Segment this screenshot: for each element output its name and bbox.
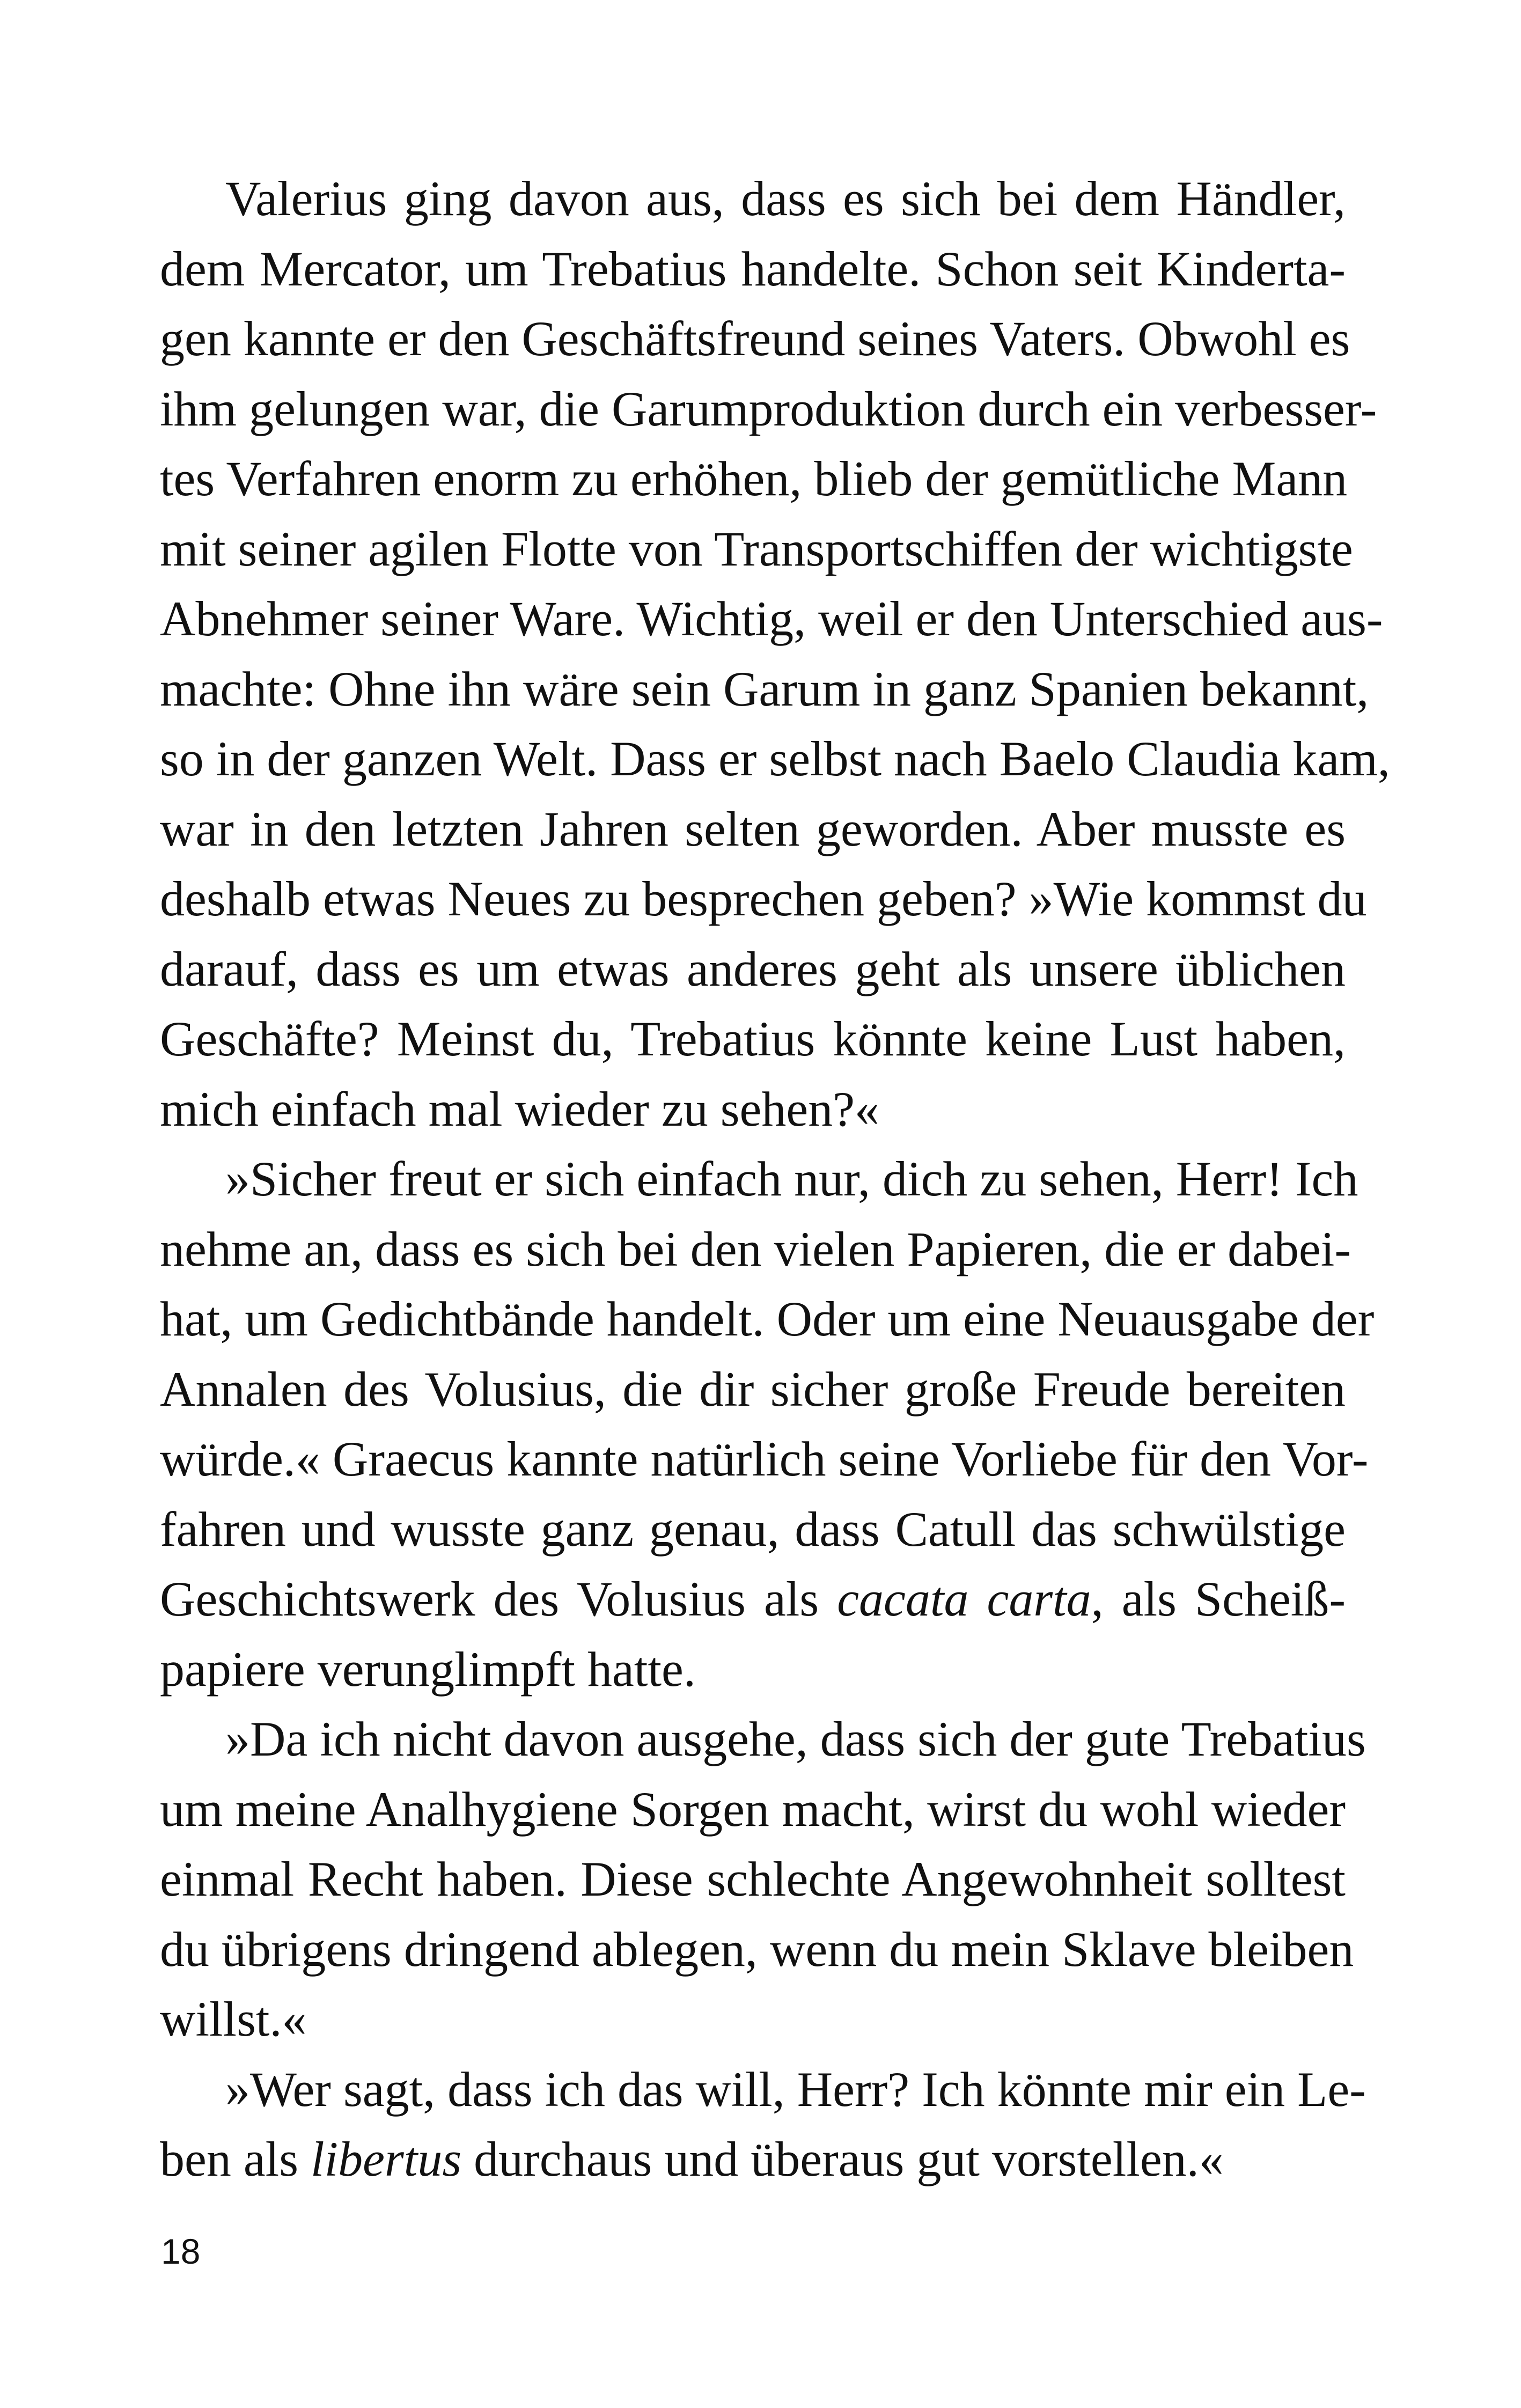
text-line: gen kannte er den Geschäftsfreund seines Vaters. Obwohl es [160, 311, 1350, 366]
text-line: mit seiner agilen Flotte von Transportschiffen der wichtigste [160, 521, 1353, 576]
text-line: Annalen des Volusius, die dir sicher große Freude bereiten [160, 1361, 1346, 1416]
text-line: fahren und wusste ganz genau, dass Catull das schwülstige [160, 1501, 1346, 1557]
page-number: 18 [161, 2231, 201, 2271]
text-line: darauf, dass es um etwas anderes geht als unsere üblichen [160, 941, 1346, 996]
italic-phrase: libertus [311, 2132, 462, 2186]
text-line: machte: Ohne ihn wäre sein Garum in ganz Spanien bekannt, [160, 661, 1369, 716]
text-segment: Geschichtswerk des Volusius als [160, 1572, 837, 1626]
text-line: nehme an, dass es sich bei den vielen Papieren, die er dabei- [160, 1221, 1351, 1276]
text-line: »Sicher freut er sich einfach nur, dich zu sehen, Herr! Ich [225, 1151, 1358, 1206]
text-line: papiere verunglimpft hatte. [160, 1641, 696, 1697]
text-line: würde.« Graecus kannte natürlich seine Vorliebe für den Vor- [160, 1431, 1369, 1486]
text-line: willst.« [160, 1992, 307, 2046]
text-segment: durchaus und überaus gut vorstellen.« [461, 2132, 1224, 2186]
text-line: mich einfach mal wieder zu sehen?« [160, 1081, 880, 1136]
text-segment: ben als [160, 2132, 311, 2186]
text-line: hat, um Gedichtbände handelt. Oder um eine Neuausgabe der [160, 1291, 1375, 1346]
text-line: war in den letzten Jahren selten geworden. Aber musste es [160, 801, 1346, 856]
text-line [160, 1564, 1346, 1634]
text-line: du übrigens dringend ablegen, wenn du mein Sklave bleiben [160, 1921, 1354, 1977]
text-segment: , als Scheiß- [1091, 1572, 1346, 1626]
text-line: Abnehmer seiner Ware. Wichtig, weil er den Unterschied aus- [160, 591, 1383, 646]
text-line: »Da ich nicht davon ausgehe, dass sich der gute Trebatius [225, 1712, 1366, 1766]
text-line: Valerius ging davon aus, dass es sich bei dem Händler, [225, 171, 1346, 226]
text-line [160, 2124, 1346, 2194]
text-line: einmal Recht haben. Diese schlechte Angewohnheit solltest [160, 1852, 1346, 1906]
italic-phrase: cacata carta [837, 1572, 1091, 1626]
text-line: ihm gelungen war, die Garumproduktion durch ein verbesser- [160, 381, 1377, 436]
text-line: »Wer sagt, dass ich das will, Herr? Ich könnte mir ein Le- [225, 2061, 1366, 2117]
text-line: so in der ganzen Welt. Dass er selbst nach Baelo Claudia kam, [160, 731, 1390, 786]
text-line: um meine Analhygiene Sorgen macht, wirst du wohl wieder [160, 1781, 1346, 1837]
text-line: Geschäfte? Meinst du, Trebatius könnte keine Lust haben, [160, 1011, 1346, 1066]
text-line: deshalb etwas Neues zu besprechen geben? »Wie kommst du [160, 871, 1367, 926]
text-line: tes Verfahren enorm zu erhöhen, blieb der gemütliche Mann [160, 451, 1348, 506]
body-text [160, 164, 1390, 2194]
text-line: dem Mercator, um Trebatius handelte. Schon seit Kinderta- [160, 241, 1346, 296]
